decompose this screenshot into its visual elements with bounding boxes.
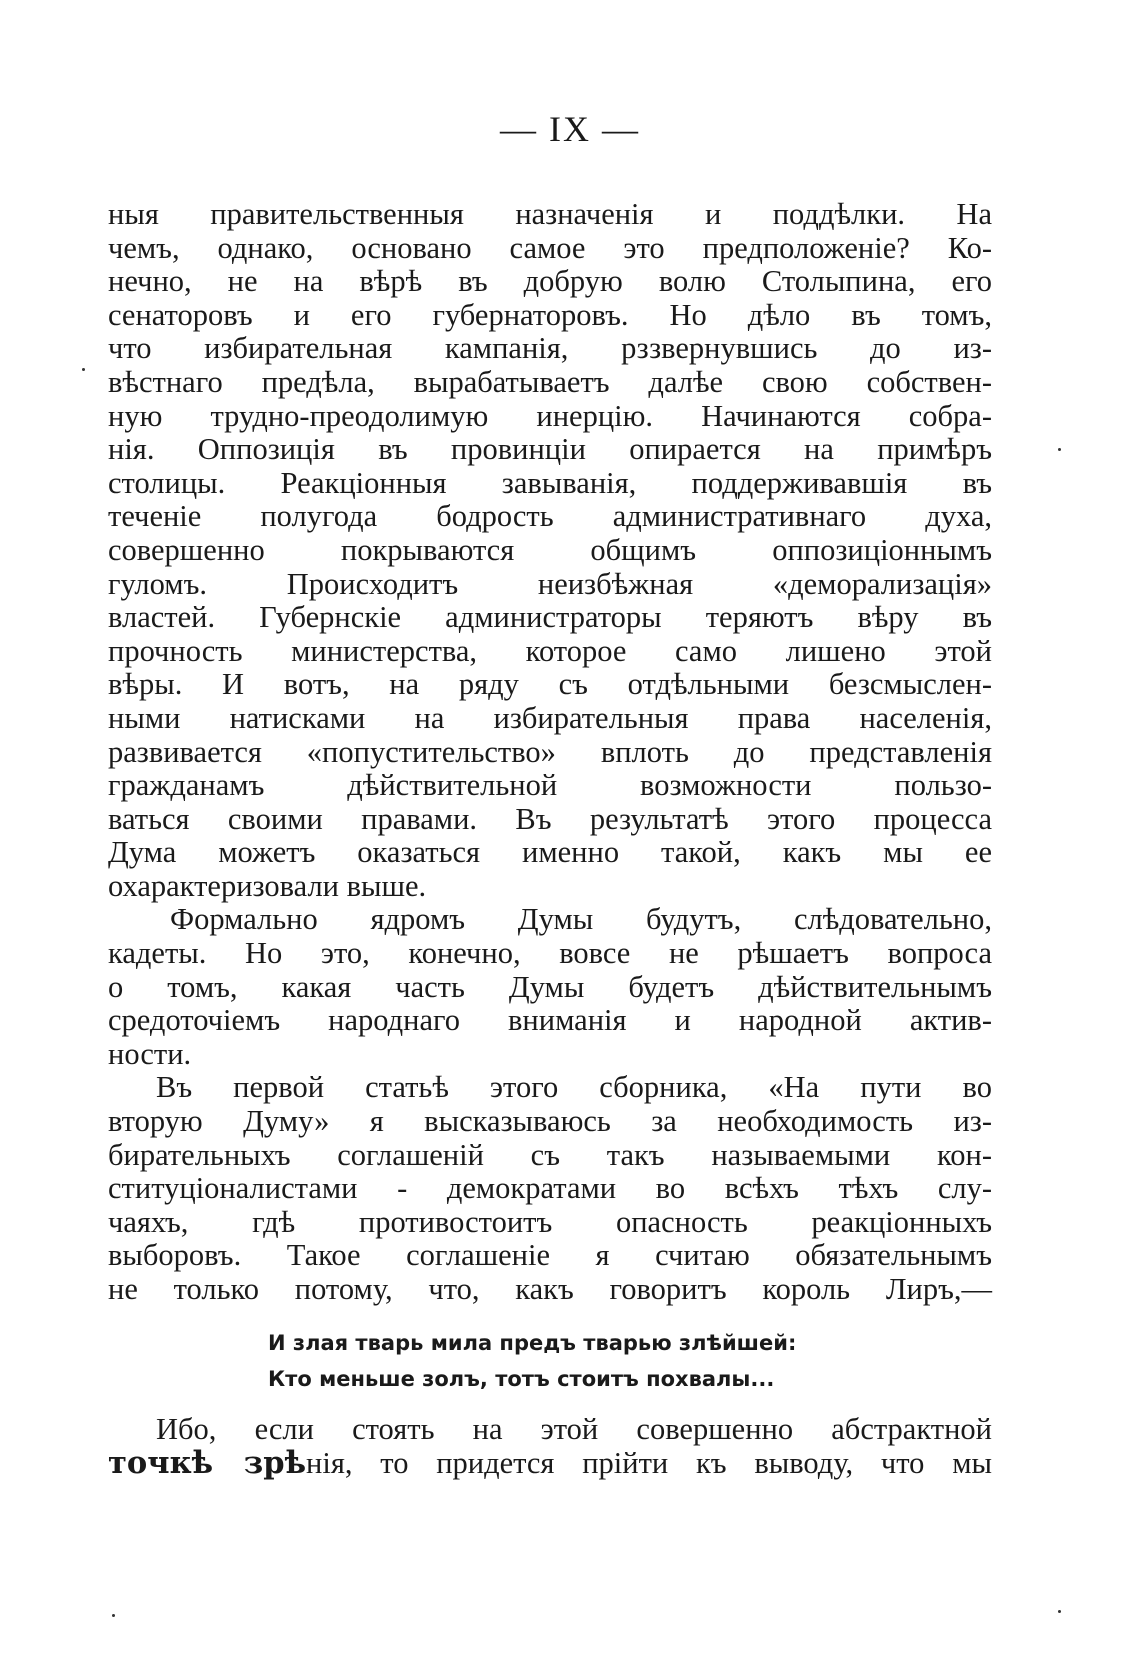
verse-quote [268, 1325, 888, 1397]
text-line: нечно, не на вѣрѣ въ добрую волю Столыпина, его [108, 264, 992, 299]
text-line: совершенно покрываются общимъ оппозиціоннымъ [108, 532, 992, 567]
text-line: чаяхъ, гдѣ противостоитъ опасность реакціонныхъ [108, 1204, 992, 1239]
scan-speck [82, 368, 85, 371]
main-text-block [108, 198, 992, 1307]
quote-line: И злая тварь мила предъ тварью злѣйшей: [268, 1331, 797, 1355]
quote-line: Кто меньше золъ, тотъ стоитъ похвалы... [268, 1367, 775, 1391]
text-line: сенаторовъ и его губернаторовъ. Но дѣло въ томъ, [108, 297, 992, 332]
text-line: что избирательная кампанія, рззвернувшись до из- [108, 331, 992, 366]
text-line: выборовъ. Такое соглашеніе я считаю обязательнымъ [108, 1238, 992, 1273]
scan-speck [1058, 1610, 1061, 1613]
text-line [108, 1444, 992, 1481]
text-line: чемъ, однако, основано самое это предположеніе? Ко- [108, 230, 992, 265]
text-line: не только потому, что, какъ говоритъ король Лиръ,— [108, 1272, 992, 1306]
text-line: вѣры. И вотъ, на ряду съ отдѣльными безсмыслен- [108, 667, 992, 702]
paragraph-first-line: Ибо, если стоять на этой совершенно абстрактной [156, 1412, 992, 1446]
bold-fragment: точкѣ зрѣ [108, 1444, 307, 1481]
text-line: средоточіемъ народнаго вниманія и народной актив- [108, 1003, 992, 1038]
scan-speck [1058, 448, 1061, 451]
text-line: ституціоналистами - демократами во всѣхъ тѣхъ слу- [108, 1171, 992, 1206]
text-line: ную трудно-преодолимую инерцію. Начинаются собра- [108, 398, 992, 433]
text-line: гражданамъ дѣйствительной возможности пользо- [108, 768, 992, 803]
text-line: властей. Губернскіе администраторы теряютъ вѣру въ [108, 600, 992, 635]
page-number-header: — IX — [500, 109, 640, 149]
text-line: бирательныхъ соглашеній съ такъ называемыми кон- [108, 1137, 992, 1172]
text-line: о томъ, какая часть Думы будетъ дѣйствительнымъ [108, 969, 992, 1004]
text-line: гуломъ. Происходитъ неизбѣжная «деморализація» [108, 566, 992, 601]
text-line: Дума можетъ оказаться именно такой, какъ мы ее [108, 835, 992, 870]
text-line: прочность министерства, которое само лишено этой [108, 633, 992, 668]
text-line: столицы. Реакціонныя завыванія, поддерживавшія въ [108, 465, 992, 500]
text-line: ныя правительственныя назначенія и поддѣлки. На [108, 197, 992, 231]
text-fragment: нія, то придется прійти къ выводу, что мы [306, 1445, 992, 1480]
closing-text-block [108, 1413, 992, 1480]
text-line: теченіе полугода бодрость административнаго духа, [108, 499, 992, 534]
paragraph-first-line: Формально ядромъ Думы будутъ, слѣдовательно, [170, 902, 992, 937]
text-line: вѣстнаго предѣла, вырабатываетъ далѣе свою собствен- [108, 364, 992, 399]
text-line: вторую Думу» я высказываюсь за необходимость из- [108, 1104, 992, 1139]
text-line: кадеты. Но это, конечно, вовсе не рѣшаетъ вопроса [108, 936, 992, 971]
text-line: охарактеризовали выше. [108, 868, 427, 903]
text-line: развивается «попустительство» вплоть до представленія [108, 734, 992, 769]
text-line: ными натисками на избирательныя права населенія, [108, 700, 992, 735]
scan-speck [112, 1614, 115, 1617]
paragraph-first-line: Въ первой статьѣ этого сборника, «На пути во [156, 1070, 992, 1105]
text-line: нія. Оппозиція въ провинціи опирается на примѣръ [108, 432, 992, 467]
text-line: ности. [108, 1036, 192, 1071]
text-line: ваться своими правами. Въ результатѣ этого процесса [108, 801, 992, 836]
